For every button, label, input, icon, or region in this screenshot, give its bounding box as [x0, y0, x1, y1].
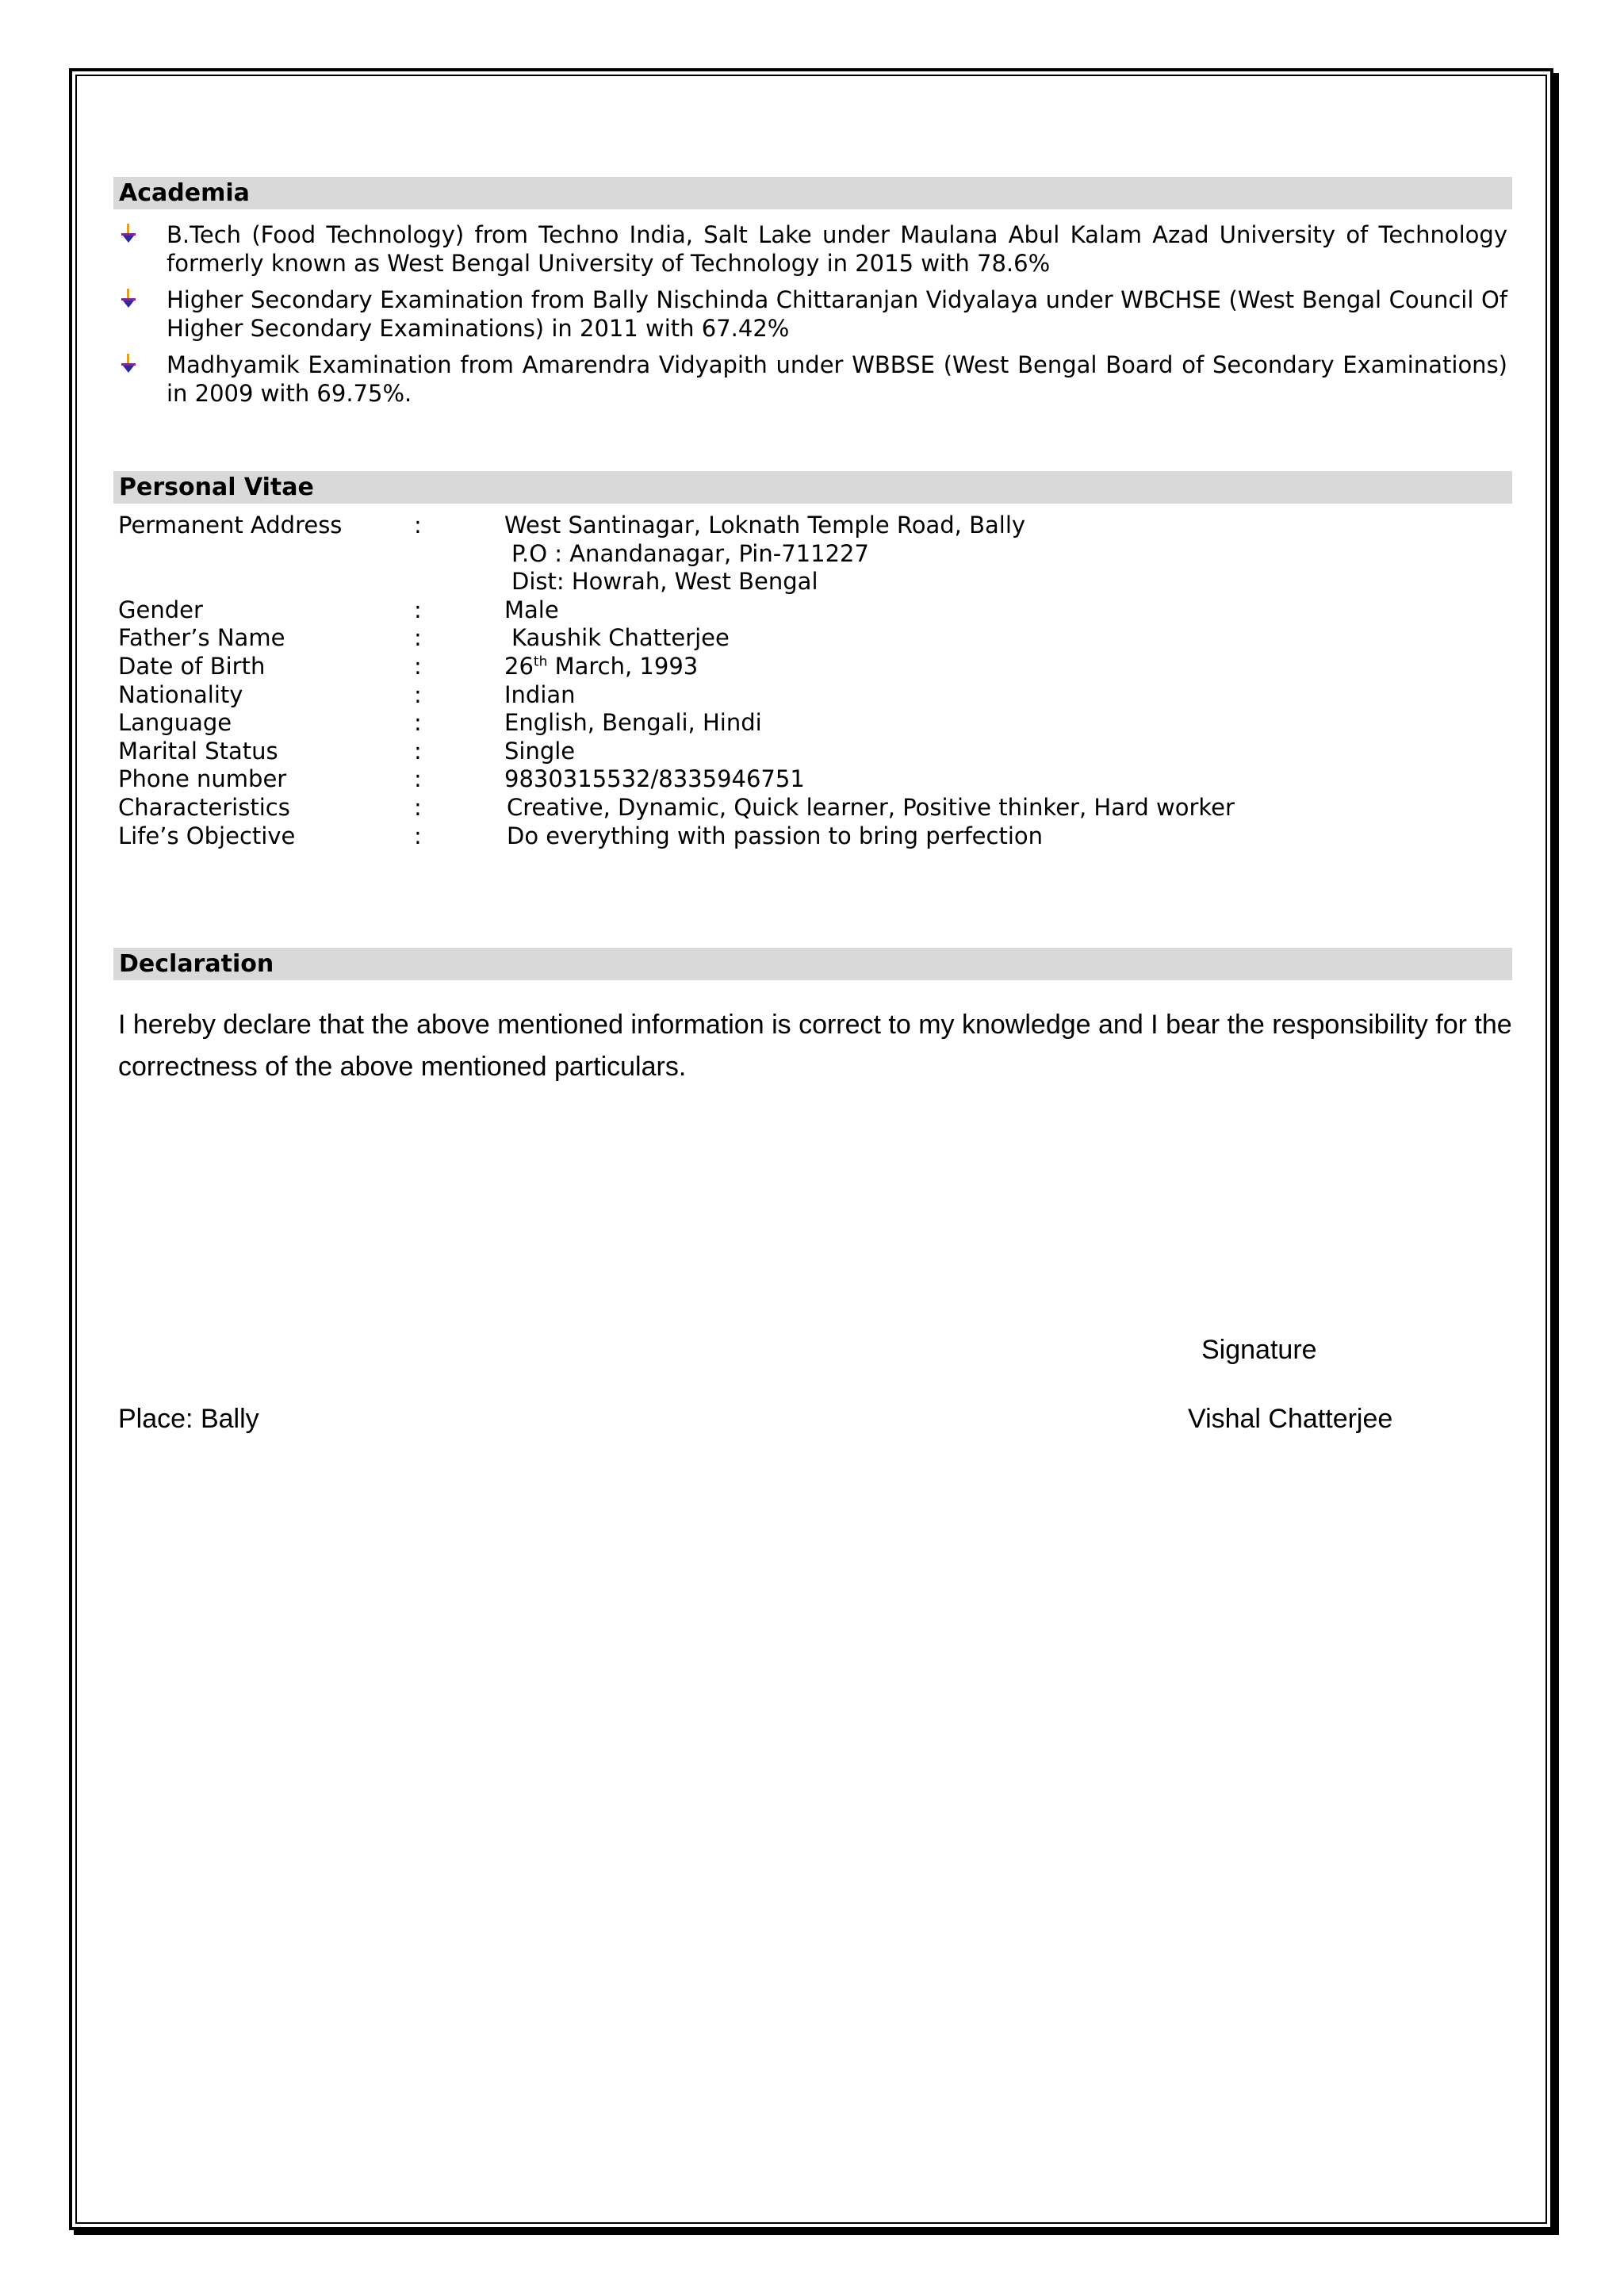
father-name-value: Kaushik Chatterjee — [511, 624, 730, 652]
separator-colon: : — [414, 512, 422, 539]
address-value — [504, 512, 1512, 596]
separator-colon: : — [414, 793, 422, 821]
vitae-row-address — [113, 512, 1512, 596]
personal-vitae-section — [113, 471, 1512, 850]
gender-label: Gender — [118, 596, 203, 623]
nationality-value: Indian — [504, 680, 576, 708]
dob-day: 26 — [504, 652, 534, 680]
separator-colon: : — [414, 709, 422, 737]
signatory-name: Vishal Chatterjee — [1188, 1404, 1393, 1434]
academia-list — [113, 220, 1512, 408]
declaration-heading: Declaration — [113, 948, 1512, 980]
academia-item-text: Madhyamik Examination from Amarendra Vidyapith under WBBSE (West Bengal Board of Secondary Examinations) in 2009 with 69.75%. — [167, 351, 1507, 407]
phone-value: 9830315532/8335946751 — [504, 765, 805, 793]
address-line-1: West Santinagar, Loknath Temple Road, Bally — [504, 512, 1026, 539]
vitae-row-father — [113, 624, 1512, 653]
separator-colon: : — [414, 765, 422, 793]
separator-colon: : — [414, 822, 422, 849]
separator-colon: : — [414, 652, 422, 680]
address-label: Permanent Address — [118, 512, 343, 539]
vitae-row-characteristics — [113, 794, 1512, 822]
nationality-label: Nationality — [118, 680, 243, 708]
resume-content — [113, 177, 1512, 1088]
declaration-text: I hereby declare that the above mentioned information is correct to my knowledge and I bear the responsibility for the correctness of the above mentioned particulars. — [118, 1010, 1512, 1083]
list-item — [113, 286, 1512, 343]
address-line-3: Dist: Howrah, West Bengal — [511, 568, 818, 596]
page-border-shadow-right — [1553, 73, 1559, 2235]
arrow-down-bullet-icon — [120, 224, 137, 244]
separator-colon: : — [414, 624, 422, 652]
separator-colon: : — [414, 596, 422, 623]
separator-colon: : — [414, 737, 422, 765]
marital-status-value: Single — [504, 737, 576, 765]
academia-item-text: Higher Secondary Examination from Bally Nischinda Chittaranjan Vidyalaya under WBCHSE (West Bengal Council Of Higher Secondary Examinations) in 2011 with 67.42% — [167, 286, 1507, 342]
academia-section — [113, 177, 1512, 408]
place-text: Place: Bally — [118, 1404, 259, 1434]
vitae-row-gender — [113, 596, 1512, 625]
vitae-row-nationality — [113, 681, 1512, 710]
academia-item-text: B.Tech (Food Technology) from Techno India, Salt Lake under Maulana Abul Kalam Azad University of Technology formerly known as West Bengal University of Technology in 2015 with 78.6% — [167, 221, 1507, 277]
page-border-shadow-bottom — [74, 2230, 1559, 2235]
list-item — [113, 220, 1512, 278]
vitae-row-language — [113, 709, 1512, 738]
gender-value: Male — [504, 596, 559, 623]
characteristics-value: Creative, Dynamic, Quick learner, Positive thinker, Hard worker — [507, 793, 1235, 821]
signature-label: Signature — [1201, 1335, 1317, 1365]
separator-colon: : — [414, 680, 422, 708]
vitae-row-dob — [113, 653, 1512, 681]
academia-heading: Academia — [113, 177, 1512, 209]
characteristics-label: Characteristics — [118, 793, 290, 821]
dob-label: Date of Birth — [118, 652, 266, 680]
personal-vitae-heading: Personal Vitae — [113, 471, 1512, 504]
dob-day-suffix: th — [533, 654, 548, 670]
language-value: English, Bengali, Hindi — [504, 709, 762, 737]
arrow-down-bullet-icon — [120, 289, 137, 309]
marital-status-label: Marital Status — [118, 737, 278, 765]
objective-value: Do everything with passion to bring perfection — [507, 822, 1044, 849]
vitae-row-marital-status — [113, 738, 1512, 766]
arrow-down-bullet-icon — [120, 354, 137, 374]
vitae-row-phone — [113, 765, 1512, 794]
objective-label: Life’s Objective — [118, 822, 296, 849]
declaration-section — [113, 948, 1512, 1088]
dob-rest: March, 1993 — [547, 652, 699, 680]
address-line-2: P.O : Anandanagar, Pin-711227 — [511, 539, 869, 567]
personal-vitae-table — [113, 512, 1512, 850]
vitae-row-objective — [113, 822, 1512, 851]
dob-value — [504, 653, 1512, 681]
father-name-label: Father’s Name — [118, 624, 285, 652]
list-item — [113, 351, 1512, 408]
language-label: Language — [118, 709, 232, 737]
phone-label: Phone number — [118, 765, 287, 793]
